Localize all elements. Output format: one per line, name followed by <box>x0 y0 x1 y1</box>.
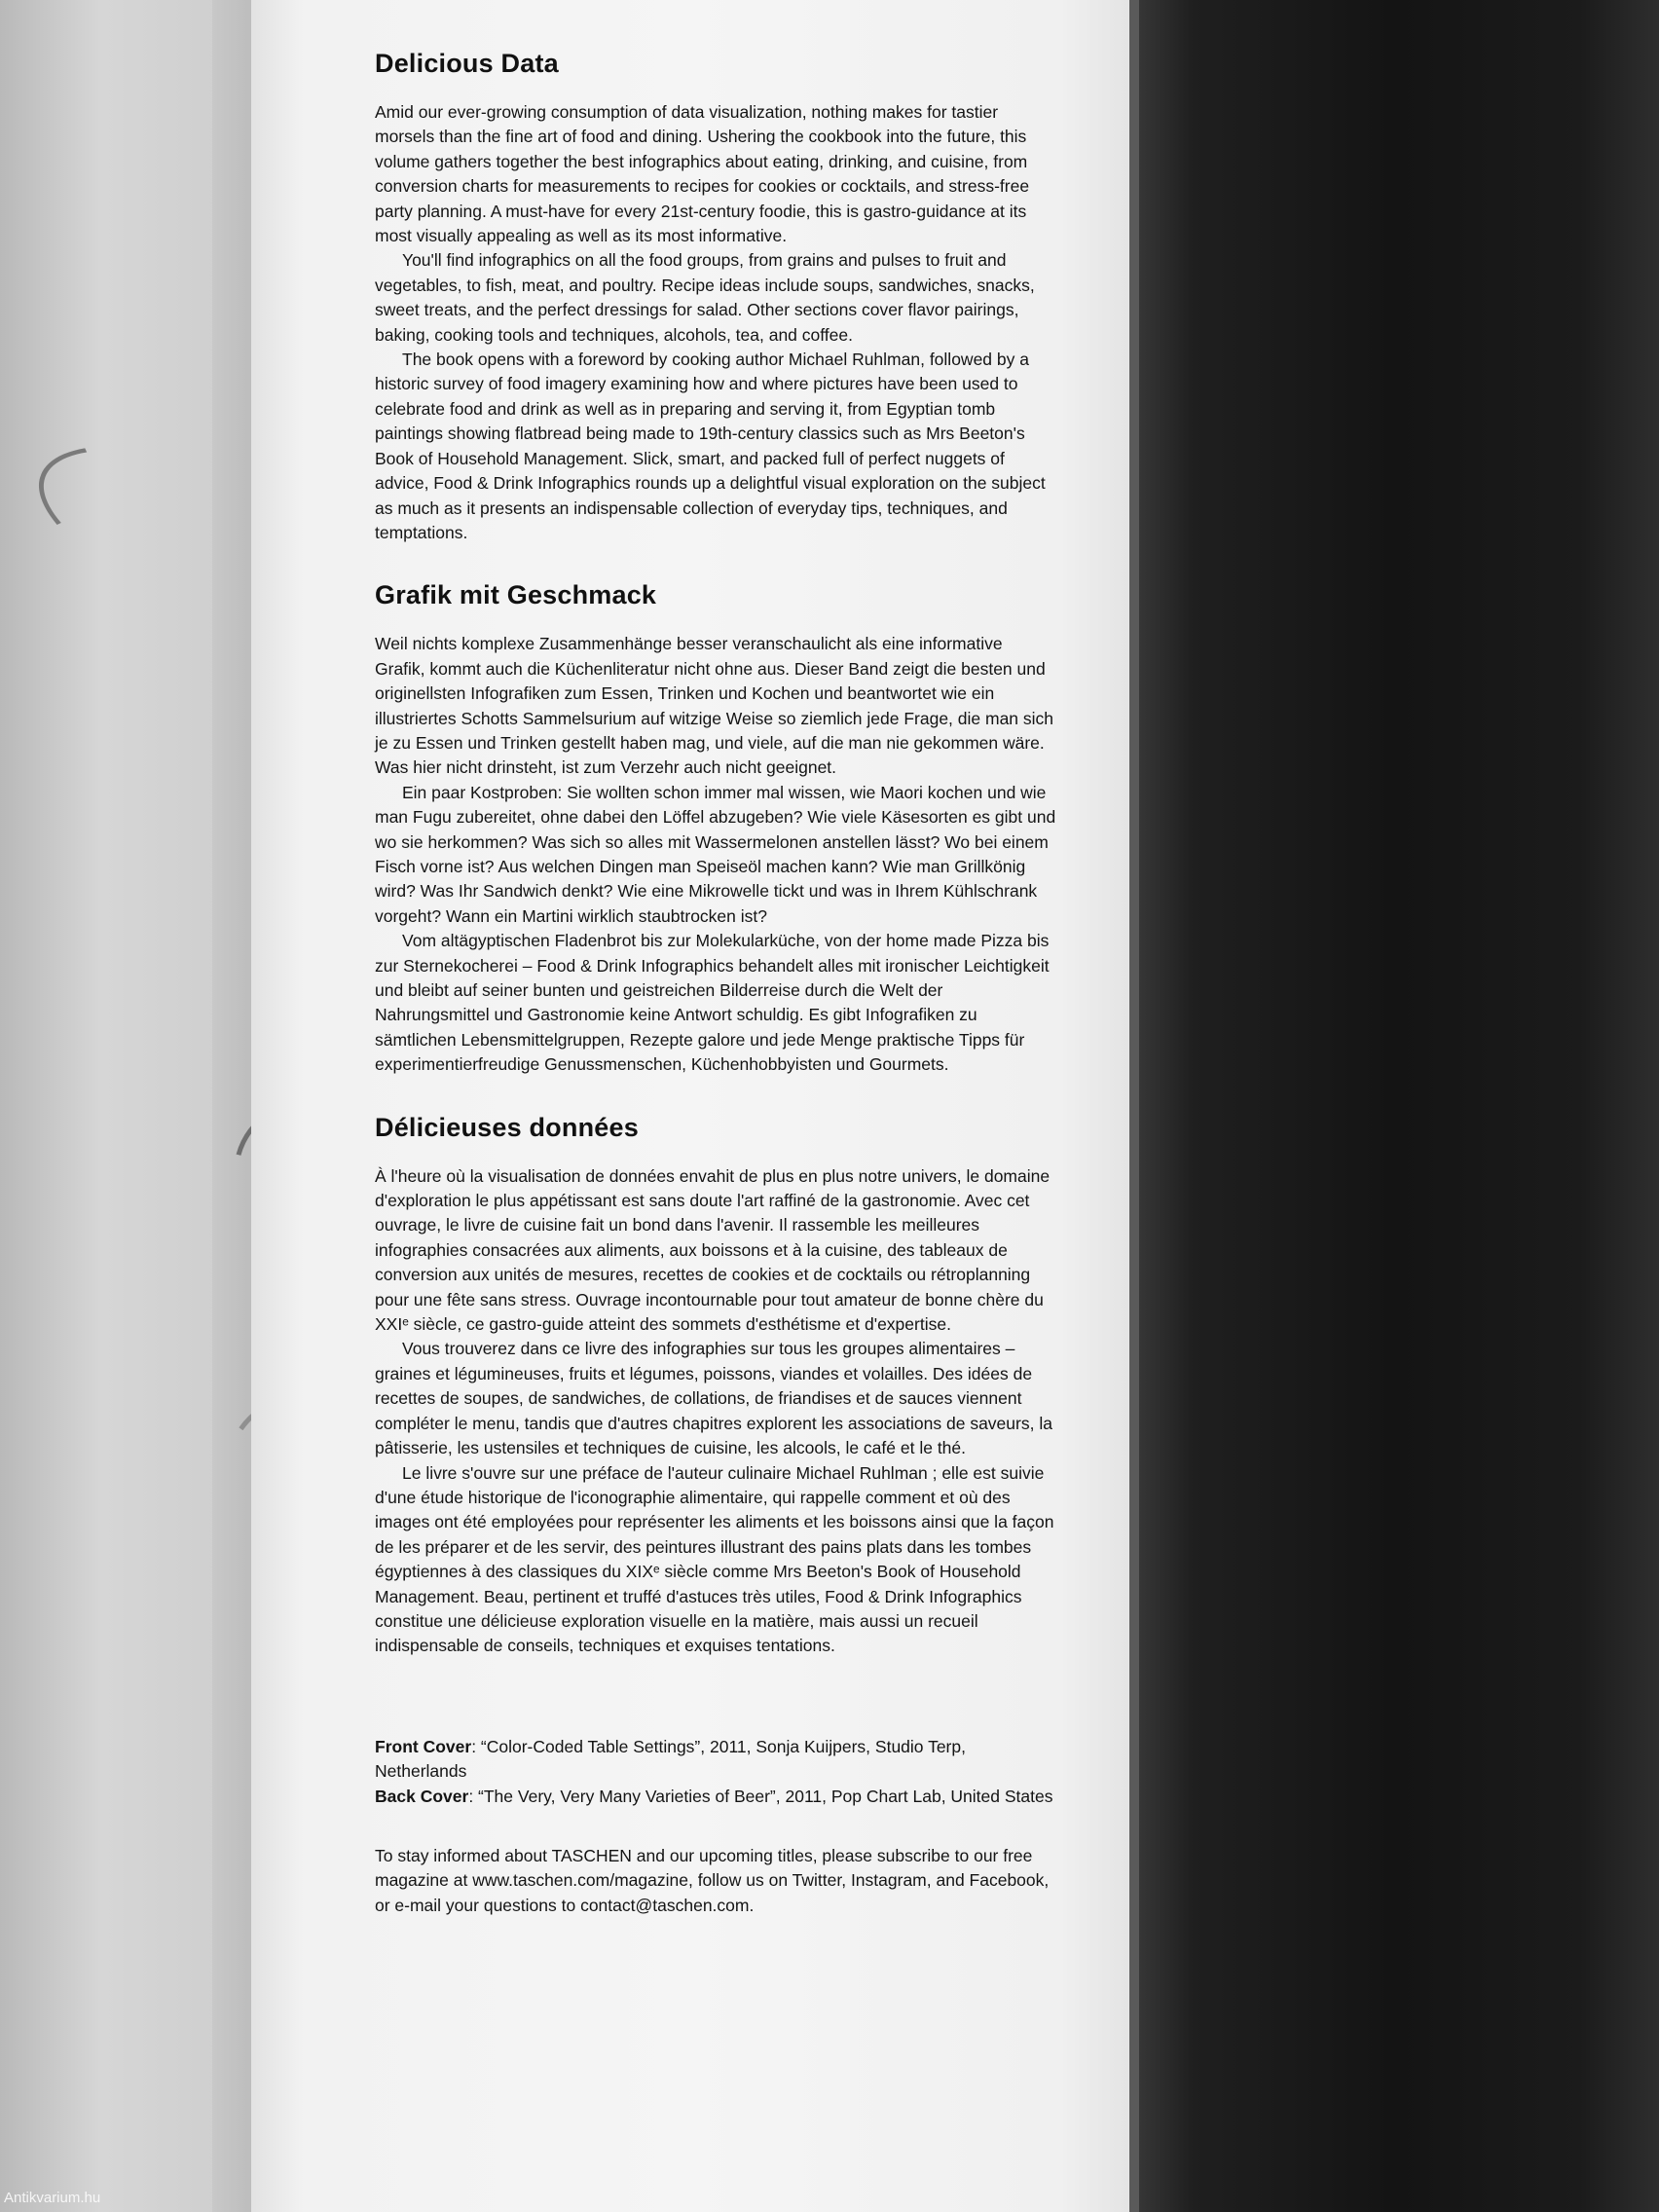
section-french <box>375 1113 1056 1659</box>
front-cover-text: : “Color-Coded Table Settings”, 2011, Sonja Kuijpers, Studio Terp, Netherlands <box>375 1736 966 1782</box>
back-cover-text: : “The Very, Very Many Varieties of Beer”, 2011, Pop Chart Lab, United States <box>468 1786 1053 1806</box>
text-column <box>375 49 1056 1918</box>
right-background <box>1129 0 1659 2212</box>
left-background-strip <box>212 0 251 2212</box>
section-heading: Grafik mit Geschmack <box>375 580 657 610</box>
right-background-edge <box>1129 0 1139 2212</box>
back-cover-label: Back Cover <box>375 1786 469 1806</box>
section-english <box>375 49 1056 545</box>
front-cover-label: Front Cover <box>375 1736 472 1756</box>
paragraph: Ein paar Kostproben: Sie wollten schon immer mal wissen, wie Maori kochen und wie man Fugu zubereitet, ohne dabei den Löffel abzugeben? Wie viele Käsesorten es gibt und wo sie herkommen? Was sich so alles mit Wassermelonen anstellen lässt? Wo bei einem Fisch vorne ist? Aus welchen Dingen man Speiseöl machen kann? Wie man Grillkönig wird? Was Ihr Sandwich denkt? Wie eine Mikrowelle tickt und was in Ihrem Kühlschrank vorgeht? Wann ein Martini wirklich staubtrocken ist? <box>375 782 1056 926</box>
section-heading: Délicieuses données <box>375 1112 639 1142</box>
paragraph: Amid our ever-growing consumption of data visualization, nothing makes for tastier morsels than the fine art of food and dining. Ushering the cookbook into the future, this volume gathers together the best infographics about eating, drinking, and cuisine, from conversion charts for measurements to recipes for cookies or cocktails, and stress-free party planning. A must-have for every 21st-century foodie, this is gastro-guidance at its most visually appealing as well as its most informative. <box>375 102 1030 246</box>
paragraph: You'll find infographics on all the food groups, from grains and pulses to fruit and vegetables, to fish, meat, and poultry. Recipe ideas include soups, sandwiches, snacks, sweet treats, and the perfect dressings for salad. Other sections cover flavor pairings, baking, cooking tools and techniques, alcohols, tea, and coffee. <box>375 250 1035 345</box>
watermark: Antikvarium.hu <box>4 2190 101 2206</box>
paragraph: The book opens with a foreword by cooking author Michael Ruhlman, followed by a historic survey of food imagery examining how and where pictures have been used to celebrate food and drink as well as in preparing and serving it, from Egyptian tomb paintings showing flatbread being made to 19th-century classics such as Mrs Beeton's Book of Household Management. Slick, smart, and packed full of perfect nuggets of advice, Food & Drink Infographics rounds up a delightful visual exploration on the subject as much as it presents an indispensable collection of everyday tips, techniques, and temptations. <box>375 350 1046 542</box>
front-cover-credit <box>375 1735 1056 1785</box>
cover-credits <box>375 1735 1056 1809</box>
back-cover-credit <box>375 1785 1056 1809</box>
paragraph: À l'heure où la visualisation de données envahit de plus en plus notre univers, le domaine d'exploration le plus appétissant est sans doute l'art raffiné de la gastronomie. Avec cet ouvrage, le livre de cuisine fait un bond dans l'avenir. Il rassemble les meilleures infographies consacrées aux aliments, aux boissons et à la cuisine, des tableaux de conversion aux unités de mesures, recettes de cookies et de cocktails ou rétroplanning pour une fête sans stress. Ouvrage incontournable pour tout amateur de bonne chère du XXIᵉ siècle, ce gastro-guide atteint des sommets d'esthétisme et d'expertise. <box>375 1165 1051 1335</box>
taschen-info: To stay informed about TASCHEN and our upcoming titles, please subscribe to our free magazine at www.taschen.com/magazine, follow us on Twitter, Instagram, and Facebook, or e-mail your questions to contact@taschen.com. <box>375 1845 1050 1915</box>
paragraph: Vous trouverez dans ce livre des infographies sur tous les groupes alimentaires – graines et légumineuses, fruits et légumes, poissons, viandes et volailles. Des idées de recettes de soupes, de sandwiches, de collations, de friandises et de sauces viennent compléter le menu, tandis que d'autres chapitres explorent les associations de saveurs, la pâtisserie, les ustensiles et techniques de cuisine, les alcools, le café et le thé. <box>375 1339 1052 1458</box>
paragraph: Vom altägyptischen Fladenbrot bis zur Molekularküche, von der home made Pizza bis zur Sternekocherei – Food & Drink Infographics behandelt alles mit ironischer Leichtigkeit und bleibt auf seiner bunten und geistreichen Bilderreise durch die Welt der Nahrungsmittel und Gastronomie keine Antwort schuldig. Es gibt Infografiken zu sämtlichen Lebensmittelgruppen, Rezepte galore und jede Menge praktische Tipps für experimentierfreudige Genussmenschen, Küchenhobbyisten und Gourmets. <box>375 931 1050 1075</box>
section-german <box>375 580 1056 1077</box>
section-heading: Delicious Data <box>375 49 559 78</box>
paragraph: Le livre s'ouvre sur une préface de l'auteur culinaire Michael Ruhlman ; elle est suivie d'une étude historique de l'iconographie alimentaire, qui rappelle comment et où des images ont été employées pour représenter les aliments et les boissons ainsi que la façon de les préparer et de les servir, des peintures illustrant des pains plats dans les tombes égyptiennes à des classiques du XIXᵉ siècle comme Mrs Beeton's Book of Household Management. Beau, pertinent et truffé d'astuces très utiles, Food & Drink Infographics constitue une délicieuse exploration visuelle en la matière, mais aussi un recueil indispensable de conseils, techniques et exquises tentations. <box>375 1462 1054 1656</box>
paragraph: Weil nichts komplexe Zusammenhänge besser veranschaulicht als eine informative Grafik, kommt auch die Küchenliteratur nicht ohne aus. Dieser Band zeigt die besten und originellsten Infografiken zum Essen, Trinken und Kochen und beantwortet wie ein illustriertes Schotts Sammelsurium auf witzige Weise so ziemlich jede Frage, die man sich je zu Essen und Trinken gestellt haben mag, und viele, auf die man nie gekommen wäre. Was hier nicht drinsteht, ist zum Verzehr auch nicht geeignet. <box>375 634 1054 778</box>
